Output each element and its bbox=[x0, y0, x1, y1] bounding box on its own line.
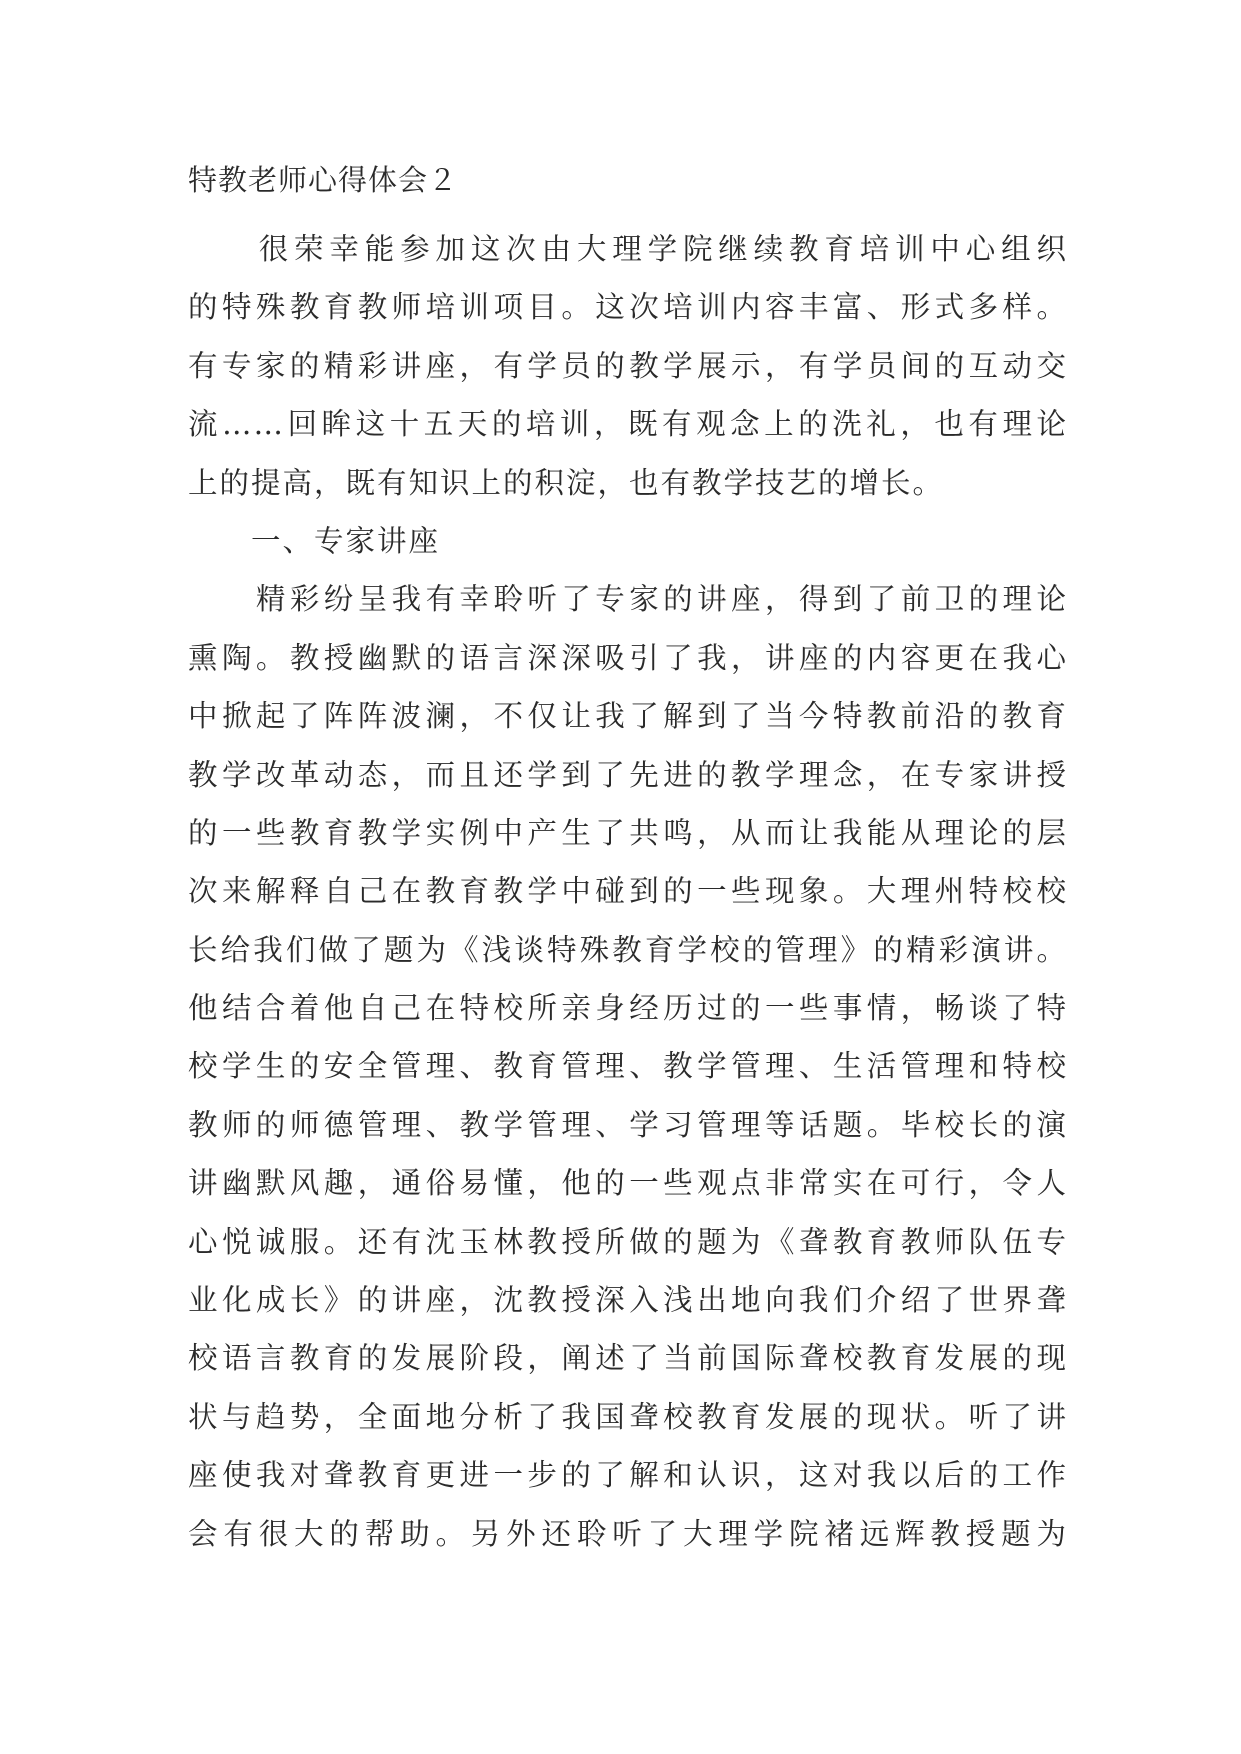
text-line: 上的提高，既有知识上的积淀，也有教学技艺的增长。 bbox=[188, 465, 945, 500]
text-line: 校学生的安全管理、教育管理、教学管理、生活管理和特校 bbox=[188, 1049, 1068, 1084]
text-line: 业化成长》的讲座，沈教授深入浅出地向我们介绍了世界聋 bbox=[188, 1283, 1068, 1318]
text-line: 中掀起了阵阵波澜，不仅让我了解到了当今特教前沿的教育 bbox=[188, 699, 1068, 734]
document-title: 特教老师心得体会２ bbox=[188, 163, 459, 197]
text-line: 的特殊教育教师培训项目。这次培训内容丰富、形式多样。 bbox=[188, 290, 1068, 325]
document-body bbox=[188, 162, 1068, 1563]
text-line: 状与趋势，全面地分析了我国聋校教育发展的现状。听了讲 bbox=[188, 1399, 1068, 1434]
text-line: 很荣幸能参加这次由大理学院继续教育培训中心组织 bbox=[188, 232, 1068, 266]
text-line: 讲幽默风趣，通俗易懂，他的一些观点非常实在可行，令人 bbox=[188, 1166, 1068, 1201]
paragraph-lectures bbox=[188, 570, 1068, 1563]
text-line: 的一些教育教学实例中产生了共鸣，从而让我能从理论的层 bbox=[188, 815, 1068, 850]
text-line: 有专家的精彩讲座，有学员的教学展示，有学员间的互动交 bbox=[188, 348, 1068, 383]
text-line: 流……回眸这十五天的培训，既有观念上的洗礼，也有理论 bbox=[188, 407, 1068, 442]
text-line: 长给我们做了题为《浅谈特殊教育学校的管理》的精彩演讲。 bbox=[188, 932, 1068, 967]
text-line: 心悦诚服。还有沈玉林教授所做的题为《聋教育教师队伍专 bbox=[188, 1224, 1068, 1259]
text-line: 教学改革动态，而且还学到了先进的教学理念，在专家讲授 bbox=[188, 757, 1068, 792]
text-line: 教师的师德管理、教学管理、学习管理等话题。毕校长的演 bbox=[188, 1107, 1068, 1142]
text-line: 次来解释自己在教育教学中碰到的一些现象。大理州特校校 bbox=[188, 874, 1068, 909]
paragraph-intro bbox=[188, 220, 1068, 512]
text-line: 座使我对聋教育更进一步的了解和认识，这对我以后的工作 bbox=[188, 1458, 1068, 1493]
text-line: 熏陶。教授幽默的语言深深吸引了我，讲座的内容更在我心 bbox=[188, 640, 1068, 675]
text-line: 会有很大的帮助。另外还聆听了大理学院褚远辉教授题为 bbox=[188, 1516, 1068, 1551]
text-line: 校语言教育的发展阶段，阐述了当前国际聋校教育发展的现 bbox=[188, 1341, 1068, 1376]
text-line: 精彩纷呈我有幸聆听了专家的讲座，得到了前卫的理论 bbox=[188, 582, 1068, 617]
section-heading bbox=[188, 512, 1068, 570]
text-line: 他结合着他自己在特校所亲身经历过的一些事情，畅谈了特 bbox=[188, 991, 1068, 1026]
section-heading-text: 一、专家讲座 bbox=[188, 523, 441, 558]
